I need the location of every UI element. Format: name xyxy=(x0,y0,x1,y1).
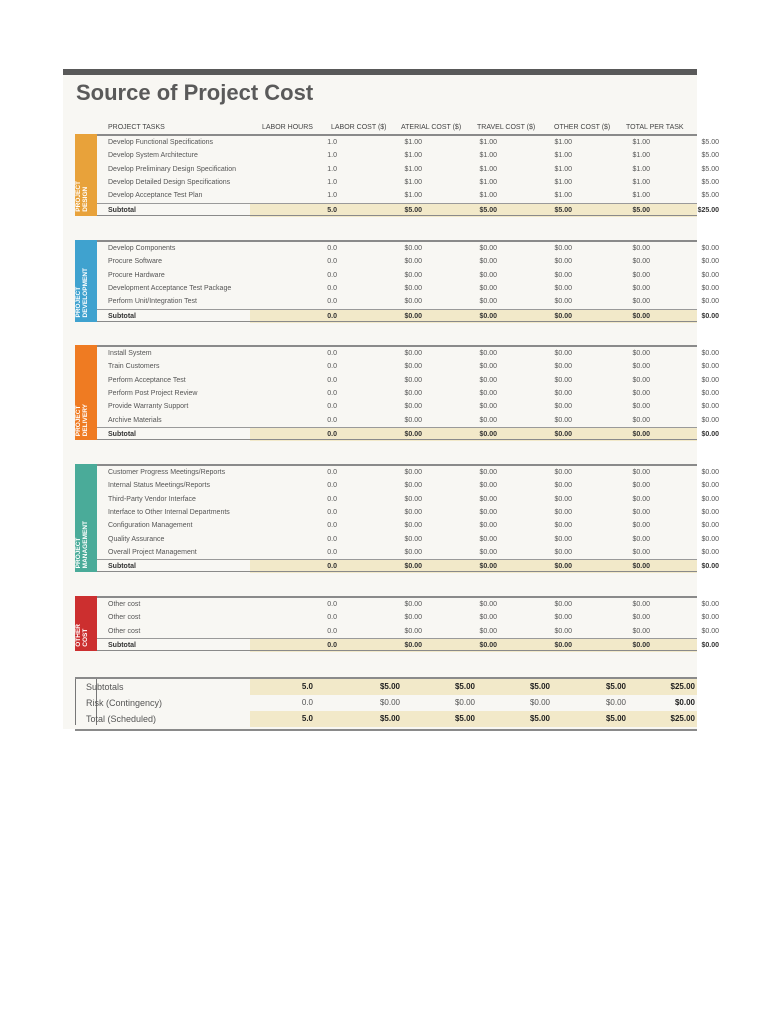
table-row xyxy=(97,374,719,387)
totals-total: $25.00 xyxy=(670,682,695,691)
hours-cell: 0.0 xyxy=(327,548,337,556)
subtotal-hours: 0.0 xyxy=(327,563,337,571)
hours-cell: 0.0 xyxy=(327,245,337,252)
labor-cell: $0.00 xyxy=(404,495,422,503)
total-cell: $5.00 xyxy=(701,192,719,200)
labor-cell: $0.00 xyxy=(404,522,422,530)
totals-material: $5.00 xyxy=(454,682,475,691)
totals-material: $0.00 xyxy=(454,698,475,707)
total-cell: $0.00 xyxy=(701,627,719,635)
material-cell: $0.00 xyxy=(479,627,497,635)
travel-cell: $0.00 xyxy=(554,389,572,397)
total-cell: $0.00 xyxy=(701,245,719,252)
table-row xyxy=(97,282,719,295)
subtotal-label: Subtotal xyxy=(108,563,136,571)
other-cell: $0.00 xyxy=(632,522,650,530)
labor-cell: $0.00 xyxy=(404,601,422,608)
travel-cell: $0.00 xyxy=(554,416,572,424)
task-name: Perform Post Project Review xyxy=(108,389,198,397)
task-name: Quality Assurance xyxy=(108,535,165,543)
travel-cell: $1.00 xyxy=(554,152,572,160)
hours-cell: 1.0 xyxy=(327,178,337,186)
total-cell: $0.00 xyxy=(701,416,719,424)
total-cell: $0.00 xyxy=(701,298,719,306)
material-cell: $0.00 xyxy=(479,350,497,357)
other-cell: $0.00 xyxy=(632,284,650,292)
subtotal-labor: $0.00 xyxy=(404,563,422,571)
travel-cell: $1.00 xyxy=(554,165,572,173)
section-color-bar xyxy=(75,240,97,322)
hours-cell: 0.0 xyxy=(327,416,337,424)
other-cell: $0.00 xyxy=(632,627,650,635)
material-cell: $0.00 xyxy=(479,258,497,266)
hours-cell: 0.0 xyxy=(327,508,337,516)
header-travel-cost: TRAVEL COST ($) xyxy=(477,124,536,131)
material-cell: $1.00 xyxy=(479,178,497,186)
material-cell: $0.00 xyxy=(479,601,497,608)
labor-cell: $0.00 xyxy=(404,245,422,252)
section xyxy=(75,134,719,216)
travel-cell: $0.00 xyxy=(554,258,572,266)
totals-hours: 0.0 xyxy=(301,698,313,707)
totals-total: $0.00 xyxy=(674,698,695,707)
travel-cell: $0.00 xyxy=(554,363,572,371)
labor-cell: $0.00 xyxy=(404,284,422,292)
subtotal-hours: 0.0 xyxy=(327,430,337,438)
subtotal-material: $0.00 xyxy=(479,430,497,438)
totals-labor: $0.00 xyxy=(379,698,400,707)
labor-cell: $0.00 xyxy=(404,350,422,357)
subtotal-total: $25.00 xyxy=(697,206,719,214)
table-row xyxy=(97,149,719,162)
total-cell: $5.00 xyxy=(701,139,719,146)
other-cell: $0.00 xyxy=(632,508,650,516)
totals-labor: $5.00 xyxy=(379,714,400,723)
task-name: Develop Detailed Design Specifications xyxy=(108,178,231,186)
section xyxy=(75,240,719,322)
travel-cell: $0.00 xyxy=(554,495,572,503)
total-cell: $0.00 xyxy=(701,522,719,530)
section-bottom-rule xyxy=(97,571,697,572)
subtotal-hours: 0.0 xyxy=(327,641,337,649)
top-accent-bar xyxy=(63,69,697,75)
task-name: Procure Hardware xyxy=(108,271,165,279)
table-row xyxy=(97,546,719,559)
other-cell: $0.00 xyxy=(632,601,650,608)
subtotal-hours: 5.0 xyxy=(327,206,337,214)
hours-cell: 0.0 xyxy=(327,363,337,371)
material-cell: $0.00 xyxy=(479,508,497,516)
travel-cell: $0.00 xyxy=(554,614,572,622)
hours-cell: 0.0 xyxy=(327,271,337,279)
hours-cell: 0.0 xyxy=(327,284,337,292)
material-cell: $0.00 xyxy=(479,416,497,424)
total-cell: $0.00 xyxy=(701,403,719,411)
subtotal-other: $0.00 xyxy=(632,430,650,438)
material-cell: $0.00 xyxy=(479,495,497,503)
totals-other: $0.00 xyxy=(605,698,626,707)
subtotal-travel: $0.00 xyxy=(554,430,572,438)
travel-cell: $1.00 xyxy=(554,178,572,186)
material-cell: $0.00 xyxy=(479,284,497,292)
other-cell: $0.00 xyxy=(632,298,650,306)
table-row xyxy=(97,611,719,624)
hours-cell: 0.0 xyxy=(327,376,337,384)
subtotal-total: $0.00 xyxy=(701,641,719,649)
hours-cell: 0.0 xyxy=(327,535,337,543)
material-cell: $0.00 xyxy=(479,376,497,384)
task-name: Development Acceptance Test Package xyxy=(108,284,232,292)
total-cell: $0.00 xyxy=(701,350,719,357)
table-row xyxy=(97,519,719,532)
subtotal-labor: $0.00 xyxy=(404,430,422,438)
table-row xyxy=(97,479,719,492)
task-name: Develop Preliminary Design Specification xyxy=(108,165,237,173)
table-row xyxy=(97,176,719,189)
total-cell: $5.00 xyxy=(701,165,719,173)
other-cell: $0.00 xyxy=(632,469,650,476)
material-cell: $0.00 xyxy=(479,271,497,279)
table-row xyxy=(97,360,719,373)
labor-cell: $0.00 xyxy=(404,298,422,306)
task-name: Provide Warranty Support xyxy=(108,403,189,411)
hours-cell: 1.0 xyxy=(327,152,337,160)
travel-cell: $0.00 xyxy=(554,627,572,635)
task-name: Perform Unit/Integration Test xyxy=(108,298,197,306)
other-cell: $0.00 xyxy=(632,482,650,490)
task-name: Archive Materials xyxy=(108,416,162,424)
hours-cell: 0.0 xyxy=(327,495,337,503)
subtotal-total: $0.00 xyxy=(701,563,719,571)
task-name: Develop Acceptance Test Plan xyxy=(108,192,203,200)
subtotal-other: $0.00 xyxy=(632,312,650,320)
task-name: Develop System Architecture xyxy=(108,152,198,160)
header-project-tasks: PROJECT TASKS xyxy=(108,124,165,131)
other-cell: $0.00 xyxy=(632,495,650,503)
total-cell: $0.00 xyxy=(701,271,719,279)
travel-cell: $0.00 xyxy=(554,271,572,279)
material-cell: $1.00 xyxy=(479,192,497,200)
subtotal-other: $5.00 xyxy=(632,206,650,214)
total-cell: $0.00 xyxy=(701,601,719,608)
table-row xyxy=(97,269,719,282)
totals-travel: $5.00 xyxy=(529,682,550,691)
totals-travel: $0.00 xyxy=(529,698,550,707)
totals-row-subtotals xyxy=(75,679,697,695)
page-title: Source of Project Cost xyxy=(76,80,314,105)
material-cell: $0.00 xyxy=(479,548,497,556)
section-bottom-rule xyxy=(97,215,697,216)
table-row xyxy=(97,466,719,479)
totals-other: $5.00 xyxy=(605,682,626,691)
hours-cell: 1.0 xyxy=(327,192,337,200)
totals-label: Total (Scheduled) xyxy=(86,714,157,724)
totals-other: $5.00 xyxy=(605,714,626,723)
section-label: PROJECT MANAGEMENT xyxy=(75,521,89,569)
subtotal-hours: 0.0 xyxy=(327,312,337,320)
totals-material: $5.00 xyxy=(454,714,475,723)
table-row xyxy=(97,255,719,268)
labor-cell: $0.00 xyxy=(404,271,422,279)
task-name: Overall Project Management xyxy=(108,548,197,556)
subtotal-label: Subtotal xyxy=(108,430,136,438)
subtotal-travel: $0.00 xyxy=(554,641,572,649)
hours-cell: 0.0 xyxy=(327,627,337,635)
total-cell: $5.00 xyxy=(701,152,719,160)
other-cell: $0.00 xyxy=(632,350,650,357)
hours-cell: 0.0 xyxy=(327,522,337,530)
table-row xyxy=(97,598,719,611)
task-name: Customer Progress Meetings/Reports xyxy=(108,469,226,476)
task-name: Install System xyxy=(108,350,152,357)
other-cell: $1.00 xyxy=(632,152,650,160)
other-cell: $0.00 xyxy=(632,363,650,371)
total-cell: $0.00 xyxy=(701,363,719,371)
table-row xyxy=(97,493,719,506)
totals-row-scheduled xyxy=(75,711,697,727)
totals-label: Risk (Contingency) xyxy=(86,698,163,708)
other-cell: $0.00 xyxy=(632,376,650,384)
labor-cell: $1.00 xyxy=(404,178,422,186)
other-cell: $0.00 xyxy=(632,245,650,252)
task-name: Other cost xyxy=(108,601,141,608)
total-cell: $0.00 xyxy=(701,535,719,543)
travel-cell: $0.00 xyxy=(554,482,572,490)
subtotal-labor: $0.00 xyxy=(404,641,422,649)
section xyxy=(75,596,719,651)
total-cell: $0.00 xyxy=(701,389,719,397)
labor-cell: $0.00 xyxy=(404,469,422,476)
subtotal-other: $0.00 xyxy=(632,641,650,649)
labor-cell: $0.00 xyxy=(404,482,422,490)
travel-cell: $0.00 xyxy=(554,298,572,306)
task-name: Train Customers xyxy=(108,363,160,371)
hours-cell: 0.0 xyxy=(327,350,337,357)
travel-cell: $0.00 xyxy=(554,469,572,476)
table-row xyxy=(97,189,719,202)
section-color-bar xyxy=(75,596,97,651)
section-label: PROJECT DELIVERY xyxy=(75,403,89,437)
travel-cell: $0.00 xyxy=(554,535,572,543)
travel-cell: $1.00 xyxy=(554,139,572,146)
totals-labor: $5.00 xyxy=(379,682,400,691)
material-cell: $0.00 xyxy=(479,245,497,252)
material-cell: $0.00 xyxy=(479,614,497,622)
other-cell: $0.00 xyxy=(632,389,650,397)
table-row xyxy=(97,400,719,413)
section-color-bar xyxy=(75,464,97,572)
material-cell: $0.00 xyxy=(479,298,497,306)
other-cell: $0.00 xyxy=(632,614,650,622)
material-cell: $0.00 xyxy=(479,522,497,530)
total-cell: $0.00 xyxy=(701,284,719,292)
subtotal-material: $0.00 xyxy=(479,563,497,571)
table-row xyxy=(97,506,719,519)
hours-cell: 0.0 xyxy=(327,601,337,608)
totals-hours: 5.0 xyxy=(301,682,313,691)
hours-cell: 1.0 xyxy=(327,139,337,146)
task-name: Develop Components xyxy=(108,245,176,252)
table-row xyxy=(97,295,719,308)
totals-label: Subtotals xyxy=(86,682,124,692)
subtotal-other: $0.00 xyxy=(632,563,650,571)
labor-cell: $1.00 xyxy=(404,165,422,173)
total-cell: $0.00 xyxy=(701,508,719,516)
total-cell: $0.00 xyxy=(701,495,719,503)
material-cell: $0.00 xyxy=(479,469,497,476)
total-cell: $0.00 xyxy=(701,614,719,622)
subtotal-labor: $0.00 xyxy=(404,312,422,320)
material-cell: $0.00 xyxy=(479,403,497,411)
section-bottom-rule xyxy=(97,650,697,651)
total-cell: $0.00 xyxy=(701,548,719,556)
task-name: Other cost xyxy=(108,627,141,635)
task-name: Perform Acceptance Test xyxy=(108,376,186,384)
other-cell: $1.00 xyxy=(632,139,650,146)
other-cell: $0.00 xyxy=(632,548,650,556)
labor-cell: $1.00 xyxy=(404,152,422,160)
travel-cell: $0.00 xyxy=(554,376,572,384)
labor-cell: $0.00 xyxy=(404,416,422,424)
subtotal-travel: $0.00 xyxy=(554,563,572,571)
travel-cell: $0.00 xyxy=(554,403,572,411)
labor-cell: $0.00 xyxy=(404,535,422,543)
labor-cell: $0.00 xyxy=(404,389,422,397)
task-name: Other cost xyxy=(108,614,141,622)
subtotal-material: $0.00 xyxy=(479,641,497,649)
hours-cell: 0.0 xyxy=(327,482,337,490)
task-name: Procure Software xyxy=(108,258,163,266)
subtotal-label: Subtotal xyxy=(108,206,136,214)
labor-cell: $0.00 xyxy=(404,614,422,622)
task-name: Develop Functional Specifications xyxy=(108,139,214,146)
material-cell: $1.00 xyxy=(479,152,497,160)
other-cell: $0.00 xyxy=(632,271,650,279)
section xyxy=(75,345,719,440)
travel-cell: $0.00 xyxy=(554,601,572,608)
section-label: OTHER COST xyxy=(75,624,89,648)
section-label: PROJECT DESIGN xyxy=(75,181,89,212)
totals-row-risk xyxy=(75,695,697,711)
travel-cell: $0.00 xyxy=(554,508,572,516)
header-material-cost: ATERIAL COST ($) xyxy=(401,124,462,131)
total-cell: $5.00 xyxy=(701,178,719,186)
hours-cell: 0.0 xyxy=(327,258,337,266)
task-name: Configuration Management xyxy=(108,522,193,530)
table-row xyxy=(97,347,719,360)
travel-cell: $0.00 xyxy=(554,522,572,530)
material-cell: $0.00 xyxy=(479,535,497,543)
section-bottom-rule xyxy=(97,439,697,440)
table-row xyxy=(97,136,719,149)
subtotal-label: Subtotal xyxy=(108,312,136,320)
section xyxy=(75,464,719,572)
labor-cell: $0.00 xyxy=(404,363,422,371)
header-labor-cost: LABOR COST ($) xyxy=(331,124,387,131)
section-color-bar xyxy=(75,345,97,440)
other-cell: $1.00 xyxy=(632,192,650,200)
task-name: Third-Party Vendor Interface xyxy=(108,495,196,503)
other-cell: $1.00 xyxy=(632,165,650,173)
labor-cell: $1.00 xyxy=(404,192,422,200)
totals-block xyxy=(75,677,697,731)
other-cell: $0.00 xyxy=(632,416,650,424)
other-cell: $1.00 xyxy=(632,178,650,186)
totals-travel: $5.00 xyxy=(529,714,550,723)
subtotal-material: $5.00 xyxy=(479,206,497,214)
other-cell: $0.00 xyxy=(632,535,650,543)
material-cell: $0.00 xyxy=(479,363,497,371)
subtotal-labor: $5.00 xyxy=(404,206,422,214)
subtotal-total: $0.00 xyxy=(701,312,719,320)
travel-cell: $0.00 xyxy=(554,245,572,252)
labor-cell: $0.00 xyxy=(404,376,422,384)
subtotal-travel: $5.00 xyxy=(554,206,572,214)
labor-cell: $0.00 xyxy=(404,403,422,411)
total-cell: $0.00 xyxy=(701,376,719,384)
table-row xyxy=(97,163,719,176)
subtotal-travel: $0.00 xyxy=(554,312,572,320)
header-labor-hours: LABOR HOURS xyxy=(262,124,313,131)
task-name: Interface to Other Internal Departments xyxy=(108,508,230,516)
hours-cell: 0.0 xyxy=(327,298,337,306)
table-row xyxy=(97,625,719,638)
totals-hours: 5.0 xyxy=(301,714,313,723)
table-row xyxy=(97,414,719,427)
hours-cell: 0.0 xyxy=(327,469,337,476)
total-cell: $0.00 xyxy=(701,482,719,490)
labor-cell: $0.00 xyxy=(404,627,422,635)
travel-cell: $0.00 xyxy=(554,284,572,292)
total-cell: $0.00 xyxy=(701,258,719,266)
subtotal-label: Subtotal xyxy=(108,641,136,649)
travel-cell: $0.00 xyxy=(554,350,572,357)
travel-cell: $1.00 xyxy=(554,192,572,200)
labor-cell: $0.00 xyxy=(404,258,422,266)
labor-cell: $0.00 xyxy=(404,508,422,516)
table-row xyxy=(97,533,719,546)
hours-cell: 0.0 xyxy=(327,403,337,411)
hours-cell: 1.0 xyxy=(327,165,337,173)
section-label: PROJECT DEVELOPMENT xyxy=(75,268,89,318)
table-row xyxy=(97,387,719,400)
subtotal-material: $0.00 xyxy=(479,312,497,320)
labor-cell: $1.00 xyxy=(404,139,422,146)
totals-total: $25.00 xyxy=(670,714,695,723)
labor-cell: $0.00 xyxy=(404,548,422,556)
hours-cell: 0.0 xyxy=(327,614,337,622)
material-cell: $1.00 xyxy=(479,165,497,173)
task-name: Internal Status Meetings/Reports xyxy=(108,482,210,490)
material-cell: $1.00 xyxy=(479,139,497,146)
total-cell: $0.00 xyxy=(701,469,719,476)
other-cell: $0.00 xyxy=(632,403,650,411)
table-row xyxy=(97,242,719,255)
material-cell: $0.00 xyxy=(479,482,497,490)
section-color-bar xyxy=(75,134,97,216)
travel-cell: $0.00 xyxy=(554,548,572,556)
subtotal-total: $0.00 xyxy=(701,430,719,438)
hours-cell: 0.0 xyxy=(327,389,337,397)
header-other-cost: OTHER COST ($) xyxy=(554,124,611,131)
material-cell: $0.00 xyxy=(479,389,497,397)
other-cell: $0.00 xyxy=(632,258,650,266)
section-bottom-rule xyxy=(97,321,697,322)
header-total-per-task: TOTAL PER TASK xyxy=(626,124,684,131)
